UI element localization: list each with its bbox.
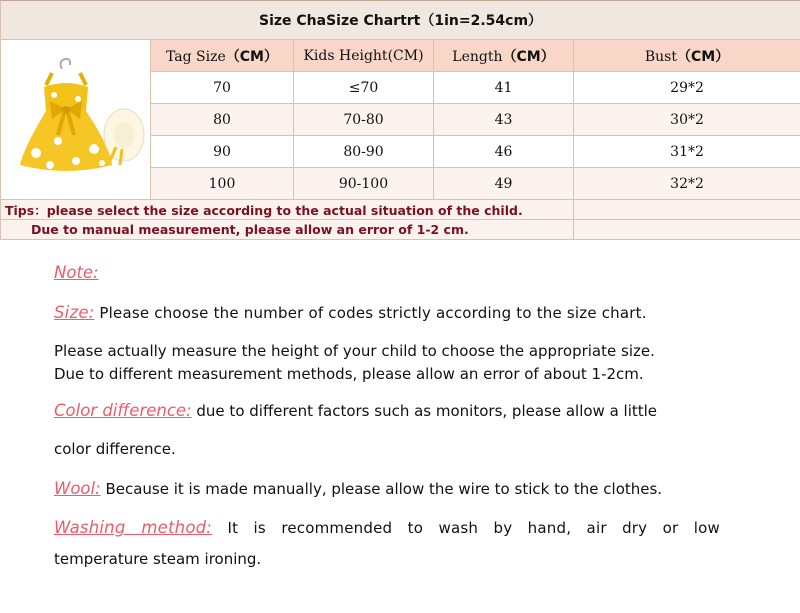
color-difference-label: Color difference: (54, 401, 192, 420)
size-note (54, 302, 647, 324)
table-cell: 70-80 (294, 104, 434, 136)
table-cell: 80-90 (294, 136, 434, 168)
table-cell: 80 (151, 104, 294, 136)
yellow-dress-with-hat-icon (6, 43, 146, 193)
note-label: Note: (54, 263, 99, 282)
header-length: Length（CM） (434, 40, 574, 72)
tip-blank-cell (574, 200, 800, 220)
tip-blank-cell (574, 220, 800, 240)
table-cell: ≤70 (294, 72, 434, 104)
table-cell: 46 (434, 136, 574, 168)
washing-text: It is recommended to wash by hand, air dry or low (227, 519, 720, 537)
header-bust: Bust（CM） (574, 40, 800, 72)
table-cell: 41 (434, 72, 574, 104)
size-chart-title: Size ChaSize Chartrt（1in=2.54cm） (1, 1, 800, 40)
table-cell: 70 (151, 72, 294, 104)
wool-text: Because it is made manually, please allow the wire to stick to the clothes. (105, 480, 663, 498)
color-difference-text: due to different factors such as monitors, please allow a little (196, 402, 658, 420)
wool-label: Wool: (54, 479, 101, 498)
note-heading (54, 262, 99, 284)
measure-line-1: Please actually measure the height of your child to choose the appropriate size. (54, 342, 655, 360)
size-label: Size: (54, 303, 95, 322)
product-image (1, 40, 151, 200)
table-cell: 49 (434, 168, 574, 200)
washing-method-label: Washing method: (54, 518, 213, 537)
table-cell: 43 (434, 104, 574, 136)
table-cell: 30*2 (574, 104, 800, 136)
tip-line-2: Due to manual measurement, please allow an error of 1-2 cm. (1, 220, 574, 240)
table-cell: 32*2 (574, 168, 800, 200)
table-cell: 31*2 (574, 136, 800, 168)
color-note (54, 400, 657, 422)
table-cell: 100 (151, 168, 294, 200)
table-cell: 90 (151, 136, 294, 168)
header-kids-height: Kids Height(CM) (294, 40, 434, 72)
washing-note (54, 517, 720, 539)
table-cell: 29*2 (574, 72, 800, 104)
measure-line-2: Due to different measurement methods, please allow an error of about 1-2cm. (54, 365, 644, 383)
wool-note (54, 478, 662, 500)
washing-note-line-2: temperature steam ironing. (54, 550, 262, 568)
size-chart-table (0, 0, 800, 240)
size-text: Please choose the number of codes strictly according to the size chart. (99, 304, 647, 322)
tip-line-1: Tips：please select the size according to the actual situation of the child. (1, 200, 574, 220)
header-tag-size: Tag Size（CM） (151, 40, 294, 72)
color-note-line-2: color difference. (54, 440, 176, 458)
table-cell: 90-100 (294, 168, 434, 200)
